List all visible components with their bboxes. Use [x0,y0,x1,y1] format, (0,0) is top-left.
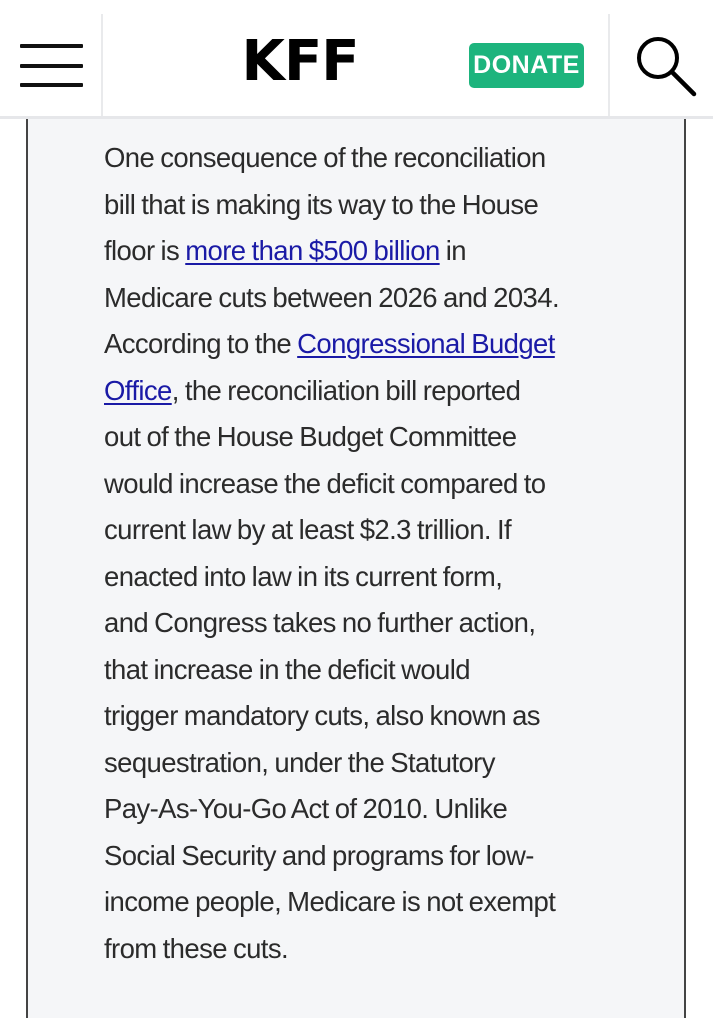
text-segment: According to the [104,328,298,359]
article-paragraph [104,135,624,972]
text-line: Social Security and programs for low- [104,839,534,871]
link-congressional-budget-office[interactable]: Congressional Budget [297,328,555,359]
text-line: out of the House Budget Committee [104,421,517,452]
text-line: Medicare cuts between 2026 and 2034. [104,281,559,313]
text-line: One consequence of the reconciliation [104,142,546,173]
text-line: income people, Medicare is not exempt [104,886,556,917]
text-line [104,368,624,415]
search-icon [634,34,698,98]
donate-button[interactable]: DONATE [469,43,584,88]
text-segment: in [439,235,466,266]
search-button[interactable] [608,14,713,116]
text-line: would increase the deficit compared to [104,467,546,499]
text-line: from these cuts. [104,932,289,964]
text-line: that increase in the deficit would [104,653,470,685]
text-line: bill that is making its way to the House [104,188,539,220]
site-header [0,0,713,119]
text-line: current law by at least $2.3 trillion. If [104,514,512,545]
text-line: enacted into law in its current form, [104,560,503,592]
text-line [104,321,624,368]
link-500-billion[interactable]: more than $500 billion [185,235,440,266]
text-line: trigger mandatory cuts, also known as [104,700,540,731]
menu-button[interactable] [0,14,103,116]
kff-logo[interactable]: KFF [241,29,359,94]
text-line [104,228,624,275]
text-segment: , the reconciliation bill reported [171,374,521,406]
text-segment: floor is [104,235,186,266]
link-congressional-budget-office-cont[interactable]: Office [104,374,172,406]
text-line: Pay-As-You-Go Act of 2010. Unlike [104,793,508,824]
text-line: sequestration, under the Statutory [104,746,495,778]
text-line: and Congress takes no further action, [104,607,536,638]
